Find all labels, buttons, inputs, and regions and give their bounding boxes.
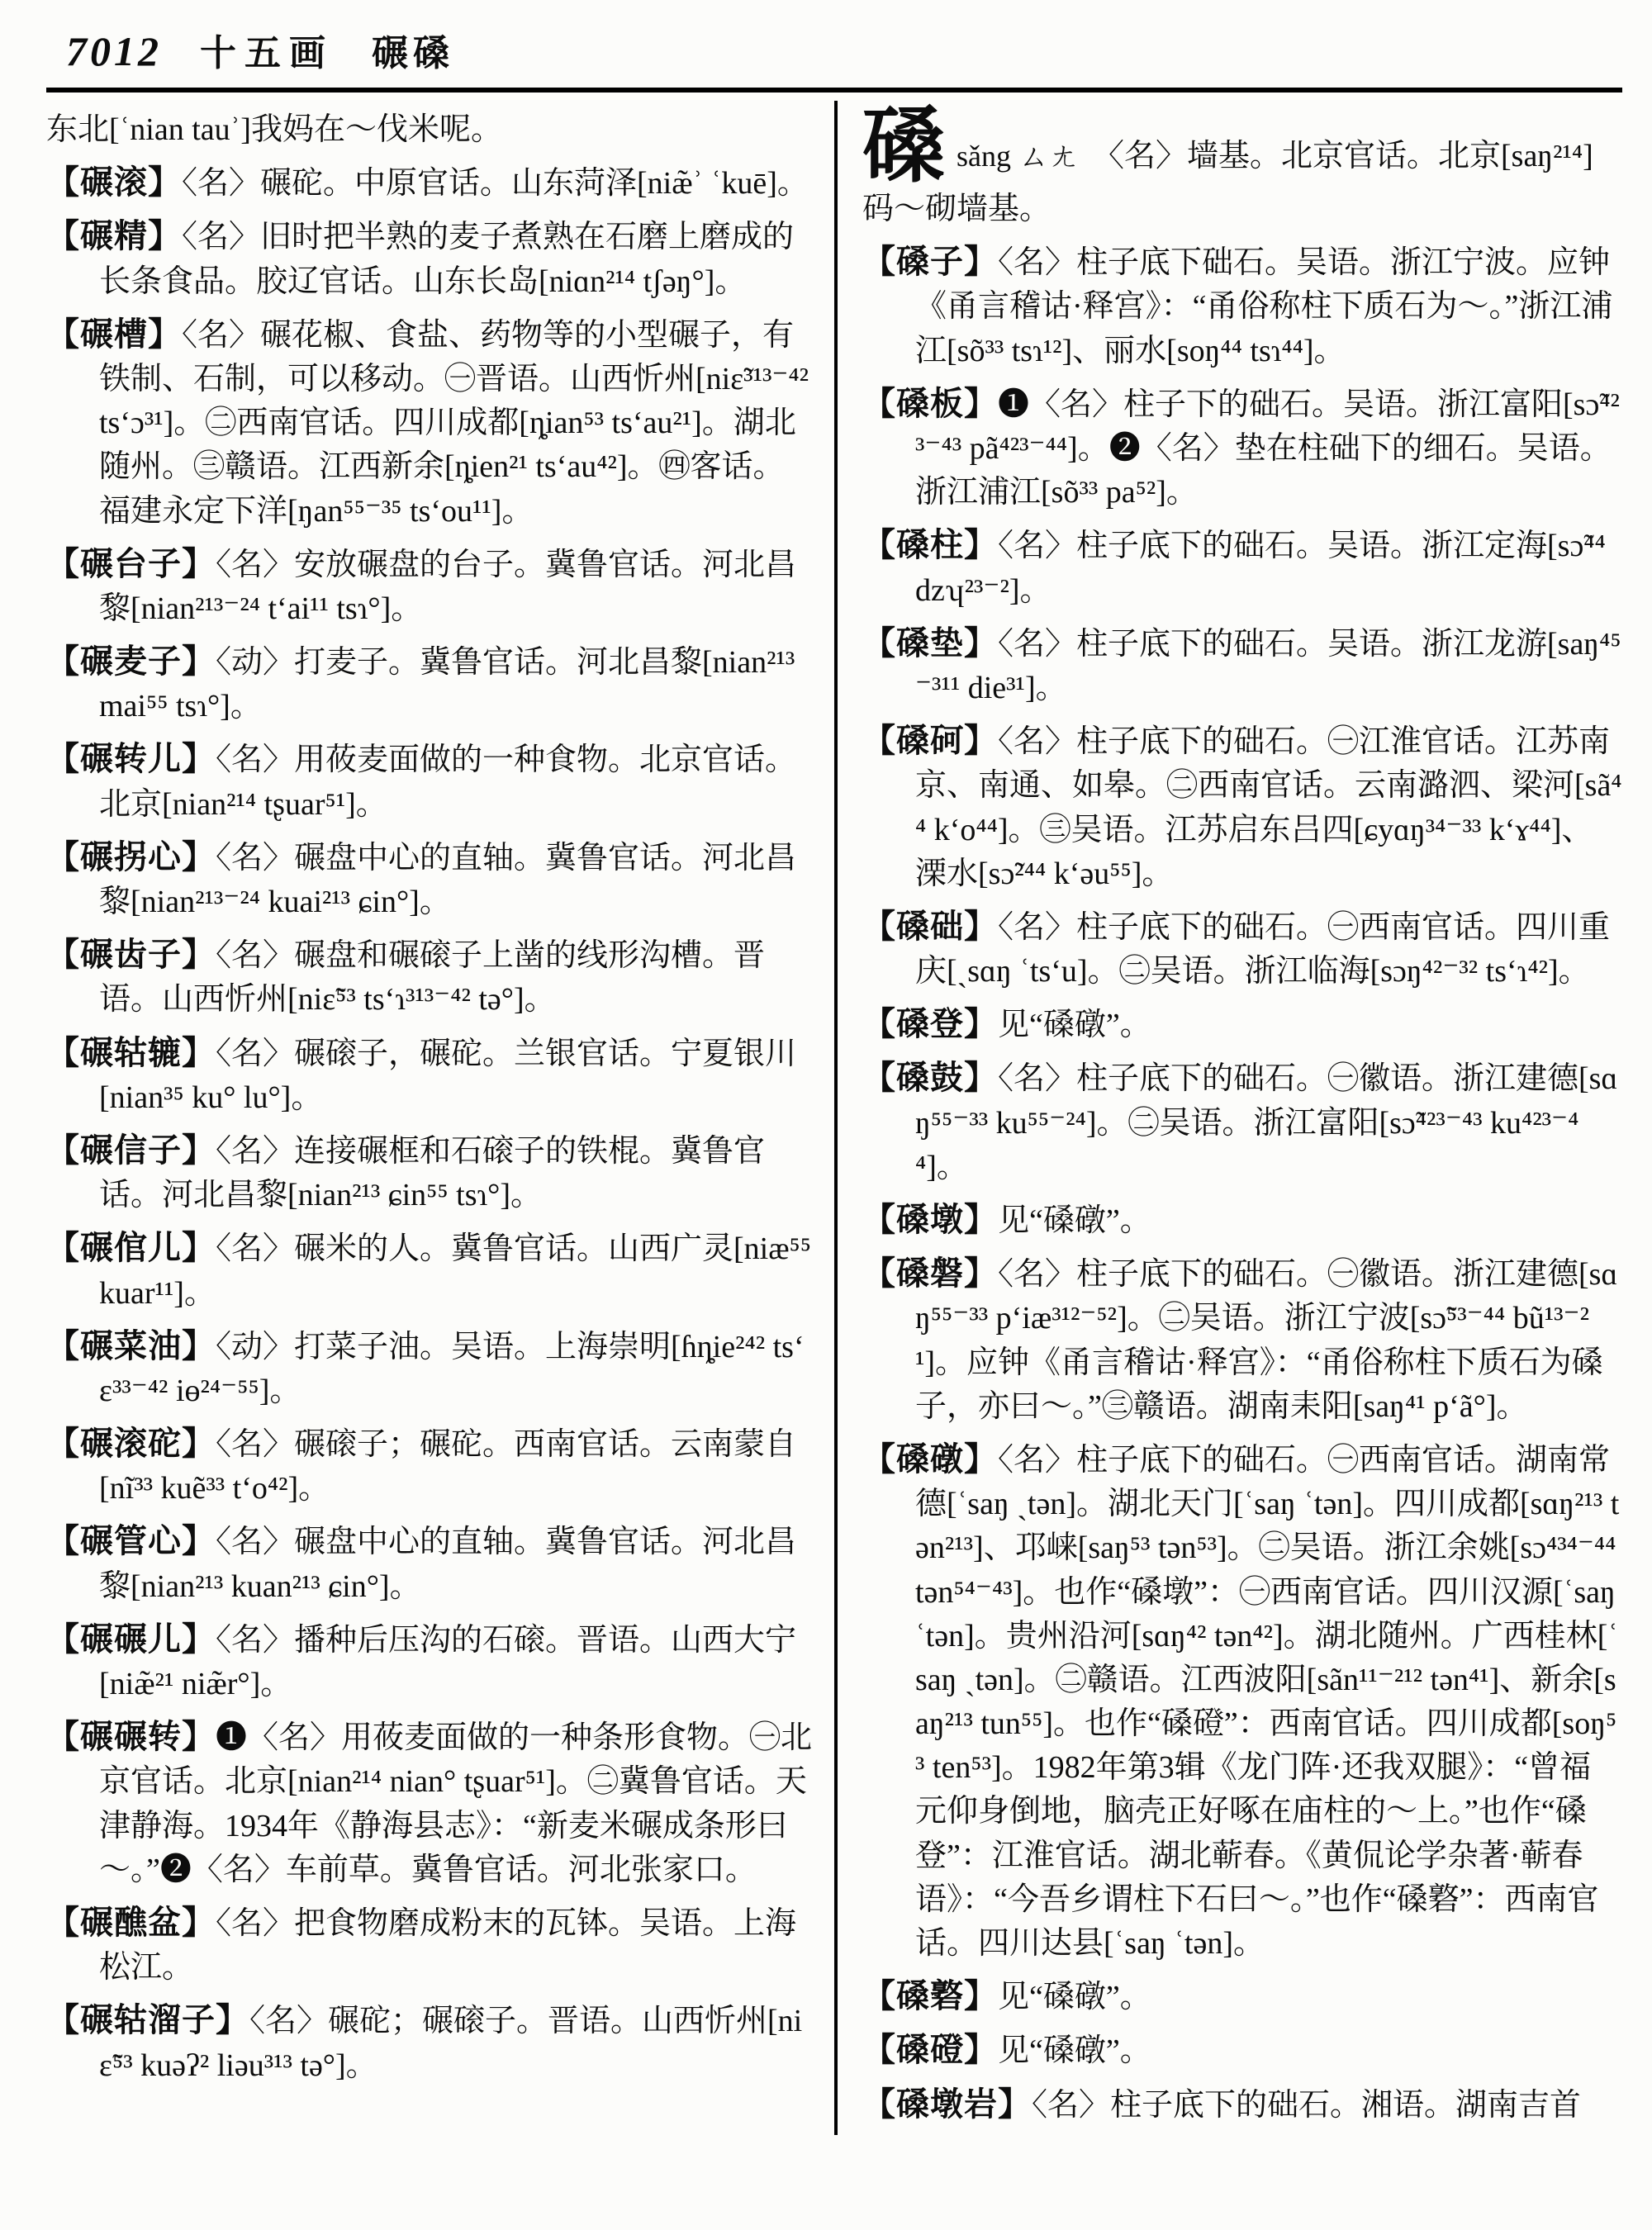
entry-body: 〈名〉碾花椒、食盐、药物等的小型碾子，有铁制、石制，可以移动。㊀晋语。山西忻州[niɛ̃³¹³⁻⁴² tsʻɔ³¹]。㊁西南官话。四川成都[ȵian⁵³ tsʻau²¹]。湖北随州。㊂赣语。江西新余[ȵien²¹ tsʻau⁴²]。㊃客话。福建永定下洋[ŋan⁵⁵⁻³⁵ tsʻou¹¹]。 [99, 317, 809, 529]
entry-body: 〈名〉柱子底下的础石。㊀西南官话。湖南常德[ʿsaŋ ˏtən]。湖北天门[ʿsaŋ ʿtən]。四川成都[sɑŋ²¹³ tən²¹³]、邛崃[saŋ⁵³ tən⁵³]。㊁吴语。浙江余姚[sɔ⁴³⁴⁻⁴⁴ tən⁵⁴⁻⁴³]。也作“磉墩”：㊀西南官话。四川汉源[ʿsaŋ ʿtən]。贵州沿河[sɑŋ⁴² tən⁴²]。湖北随州。广西桂林[ʿsaŋ ˏtən]。㊁赣语。江西波阳[sãn¹¹⁻²¹² tən⁴¹]、新余[saŋ²¹³ tun⁵⁵]。也作“磉磴”：西南官话。四川成都[soŋ⁵³ ten⁵³]。1982年第3辑《龙门阵·还我双腿》：“曾福元仰身倒地，脑壳正好啄在庙柱的～上。”也作“磉登”：江淮官话。湖北蕲春。《黄侃论学杂著·蕲春语》：“今吾乡谓柱下石曰～。”也作“磉䃦”：西南官话。四川达县[ʿsaŋ ʿtən]。 [915, 1442, 1620, 1962]
dictionary-entry [46, 736, 813, 826]
dictionary-entry [862, 239, 1622, 373]
entry-body: 〈名〉安放碾盘的台子。冀鲁官话。河北昌黎[nian²¹³⁻²⁴ tʻai¹¹ tsɿ°]。 [99, 547, 797, 626]
head-character-entry [862, 101, 1622, 230]
entry-headword: 【磉礅】 [862, 1440, 998, 1478]
entry-body: 〈名〉柱子底下的础石。㊀江淮官话。江苏南京、南通、如皋。㊁西南官话。云南潞泗、梁河[sã⁴⁴ kʻo⁴⁴]。㊂吴语。江苏启东吕四[ɕyɑŋ³⁴⁻³³ kʻɤ⁴⁴]、溧水[sɔ̃²⁴⁴ kʻəu⁵⁵]。 [915, 724, 1622, 891]
head-pronunciation: sǎng ㄙㄤ [957, 140, 1078, 173]
section-characters: 碾磉 [372, 33, 454, 74]
dictionary-entry [862, 381, 1622, 515]
dictionary-entry [46, 1616, 813, 1706]
entry-body: 〈名〉柱子底下的础石。㊀徽语。浙江建德[sɑŋ⁵⁵⁻³³ ku⁵⁵⁻²⁴]。㊁吴语。浙江富阳[sɔ̃⁴²³⁻⁴³ ku⁴²³⁻⁴⁴]。 [915, 1061, 1618, 1184]
dictionary-entry [862, 1055, 1622, 1189]
entry-headword: 【磉础】 [862, 907, 998, 945]
dictionary-entry [862, 1973, 1622, 2019]
entry-headword: 【碾精】 [46, 217, 182, 255]
entry-headword: 【磉墩岩】 [862, 2085, 1032, 2123]
page-header [46, 23, 1622, 76]
dictionary-entry [46, 1323, 813, 1413]
entry-body: 〈动〉打菜子油。吴语。上海崇明[ɦȵie²⁴² tsʻɛ³³⁻⁴² iɵ²⁴⁻⁵⁵]。 [99, 1329, 805, 1408]
dictionary-entry [862, 620, 1622, 710]
entry-body: 见“磉礅”。 [998, 1203, 1151, 1239]
entry-body: 〈名〉碾砣；碾磙子。晋语。山西忻州[niɛ̃⁵³ kuəʔ² liəu³¹³ tə°]。 [99, 2004, 803, 2083]
dictionary-entry [862, 1436, 1622, 1966]
dictionary-entry [862, 522, 1622, 612]
entry-body: 〈名〉碾盘中心的直轴。冀鲁官话。河北昌黎[nian²¹³ kuan²¹³ ɕin°]。 [99, 1525, 797, 1604]
entry-body: ❶〈名〉柱子下的础石。吴语。浙江富阳[sɔ̃⁴²³⁻⁴³ pã⁴²³⁻⁴⁴]。❷〈名〉垫在柱础下的细石。吴语。浙江浦江[sõ³³ pa⁵²]。 [915, 387, 1620, 510]
entry-headword: 【磉砢】 [862, 722, 998, 760]
dictionary-entry [862, 1197, 1622, 1243]
entry-headword: 【碾管心】 [46, 1522, 216, 1560]
entry-body: 〈名〉碾砣。中原官话。山东菏泽[niæ̃ʾ ʿkuē]。 [182, 166, 809, 202]
page-number: 7012 [66, 28, 162, 74]
dictionary-entry [862, 718, 1622, 896]
dictionary-entry [46, 1518, 813, 1608]
entry-body: 〈名〉碾盘和碾磙子上凿的线形沟槽。晋语。山西忻州[niɛ̃⁵³ tsʻɿ³¹³⁻⁴² tə°]。 [99, 938, 766, 1018]
dictionary-entry [46, 1030, 813, 1120]
dictionary-entry [862, 904, 1622, 994]
entry-headword: 【碾碾儿】 [46, 1620, 216, 1658]
entry-headword: 【磉墩】 [862, 1201, 998, 1239]
stroke-section-label: 十五画 [200, 33, 334, 74]
dictionary-entry [46, 213, 813, 303]
entry-headword: 【碾齿子】 [46, 936, 216, 974]
entry-headword: 【磉板】 [862, 384, 998, 422]
entry-headword: 【碾信子】 [46, 1131, 216, 1169]
entry-body: 〈名〉柱子底下的础石。吴语。浙江定海[sɔ̃⁴⁴ dzʮ²³⁻²]。 [915, 529, 1606, 608]
entry-headword: 【磉䃦】 [862, 1977, 998, 2015]
dictionary-entry [862, 2027, 1622, 2073]
entry-headword: 【碾菜油】 [46, 1326, 216, 1364]
entry-headword: 【碾转儿】 [46, 740, 216, 778]
dictionary-entry [46, 932, 813, 1022]
entry-headword: 【碾拐心】 [46, 837, 216, 875]
head-character: 磉 [862, 101, 945, 192]
entry-headword: 【碾麦子】 [46, 643, 216, 681]
entry-headword: 【磉子】 [862, 243, 998, 281]
entry-headword: 【磉登】 [862, 1005, 998, 1043]
entry-body: 见“磉礅”。 [998, 1008, 1151, 1043]
header-rule [46, 88, 1622, 93]
entry-body: 见“磉礅”。 [998, 2033, 1151, 2069]
entry-headword: 【碾轱溜子】 [46, 2001, 249, 2039]
entry-body: 东北[ʿnian tauʾ]我妈在～伐米呢。 [46, 112, 502, 147]
dictionary-entry [46, 1225, 813, 1315]
entry-body: 〈名〉碾盘中心的直轴。冀鲁官话。河北昌黎[nian²¹³⁻²⁴ kuai²¹³ ɕin°]。 [99, 840, 797, 919]
entry-headword: 【磉鼓】 [862, 1059, 998, 1097]
entry-body: 〈动〉打麦子。冀鲁官话。河北昌黎[nian²¹³ mai⁵⁵ tsɿ°]。 [99, 645, 795, 724]
entry-body: 〈名〉旧时把半熟的麦子煮熟在石磨上磨成的长条食品。胶辽官话。山东长岛[niɑn²¹⁴ tʃəŋ°]。 [99, 220, 795, 299]
entry-body: 〈名〉用莜麦面做的一种食物。北京官话。北京[nian²¹⁴ tʂuar⁵¹]。 [99, 743, 797, 822]
entry-headword: 【磉垫】 [862, 624, 998, 662]
entry-body: 〈名〉把食物磨成粉末的瓦钵。吴语。上海松江。 [99, 1905, 797, 1986]
entry-body: 〈名〉柱子底下础石。吴语。浙江宁波。应钟《甬言稽诂·释宫》：“甬俗称柱下质石为～。”浙江浦江[sõ³³ tsɿ¹²]、丽水[soŋ⁴⁴ tsɿ⁴⁴]。 [915, 245, 1613, 368]
entry-body: 〈名〉碾磙子；碾砣。西南官话。云南蒙自[nĩ³³ kuẽ³³ tʻo⁴²]。 [99, 1427, 797, 1506]
dictionary-entry [46, 108, 813, 152]
head-definition: 〈名〉墙基。北京官话。北京[saŋ²¹⁴]码～砌墙基。 [862, 139, 1593, 226]
entry-headword: 【磉柱】 [862, 526, 998, 564]
dictionary-entry [46, 1127, 813, 1217]
dictionary-entry [46, 311, 813, 534]
dictionary-entry [46, 541, 813, 631]
dictionary-entry [862, 1001, 1622, 1047]
dictionary-entry [46, 159, 813, 206]
dictionary-entry [862, 1250, 1622, 1429]
dictionary-entry [862, 2081, 1622, 2128]
dictionary-entry [46, 1997, 813, 2087]
entry-body: 〈名〉碾磙子，碾砣。兰银官话。宁夏银川[nian³⁵ ku° lu°]。 [99, 1036, 797, 1115]
entry-body: ❶〈名〉用莜麦面做的一种条形食物。㊀北京官话。北京[nian²¹⁴ nian° tʂuar⁵¹]。㊁冀鲁官话。天津静海。1934年《静海县志》：“新麦米碾成条形曰～。”❷〈名〉车前草。冀鲁官话。河北张家口。 [99, 1720, 813, 1887]
dictionary-entry [46, 1714, 813, 1892]
entry-headword: 【碾醮盆】 [46, 1903, 216, 1941]
dictionary-entry [46, 834, 813, 924]
entry-headword: 【碾滚砣】 [46, 1425, 216, 1463]
entry-body: 〈名〉碾米的人。冀鲁官话。山西广灵[niæ⁵⁵ kuar¹¹]。 [99, 1231, 812, 1311]
entry-body: 见“磉礅”。 [998, 1980, 1151, 2015]
entry-body: 〈名〉柱子底下的础石。㊀西南官话。四川重庆[ˏsɑŋ ʿtsʻu]。㊁吴语。浙江临海[sɔŋ⁴²⁻³² tsʻɿ⁴²]。 [915, 909, 1611, 989]
entry-body: 〈名〉连接碾框和石磙子的铁棍。冀鲁官话。河北昌黎[nian²¹³ ɕin⁵⁵ tsɿ°]。 [99, 1133, 766, 1213]
entry-headword: 【碾轱辘】 [46, 1033, 216, 1071]
left-column [46, 101, 834, 2135]
entry-headword: 【碾台子】 [46, 544, 216, 582]
entry-body: 〈名〉柱子底下的础石。吴语。浙江龙游[saŋ⁴⁵⁻³¹¹ die³¹]。 [915, 626, 1621, 705]
entry-body: 〈名〉柱子底下的础石。湘语。湖南吉首 [1032, 2087, 1582, 2123]
dictionary-entry [46, 638, 813, 728]
two-column-body [46, 101, 1622, 2135]
right-column [834, 101, 1622, 2135]
dictionary-entry [46, 1900, 813, 1990]
dictionary-entry [46, 1421, 813, 1511]
entry-headword: 【碾碾转】 [46, 1718, 216, 1756]
entry-body: 〈名〉播种后压沟的石磙。晋语。山西大宁[niæ̃²¹ niæ̃r°]。 [99, 1622, 797, 1701]
entry-headword: 【碾倌儿】 [46, 1229, 216, 1267]
entry-headword: 【碾槽】 [46, 315, 182, 353]
entry-headword: 【磉磐】 [862, 1255, 998, 1293]
entry-headword: 【磉磴】 [862, 2031, 998, 2069]
entry-headword: 【碾滚】 [46, 164, 182, 202]
entry-body: 〈名〉柱子底下的础石。㊀徽语。浙江建德[sɑŋ⁵⁵⁻³³ pʻiæ³¹²⁻⁵²]。㊁吴语。浙江宁波[sɔ̃⁵³⁻⁴⁴ bũ¹³⁻²¹]。应钟《甬言稽诂·释宫》：“甬俗称柱下质石为磉子，亦曰～。”㊂赣语。湖南耒阳[saŋ⁴¹ pʻã°]。 [915, 1257, 1618, 1424]
